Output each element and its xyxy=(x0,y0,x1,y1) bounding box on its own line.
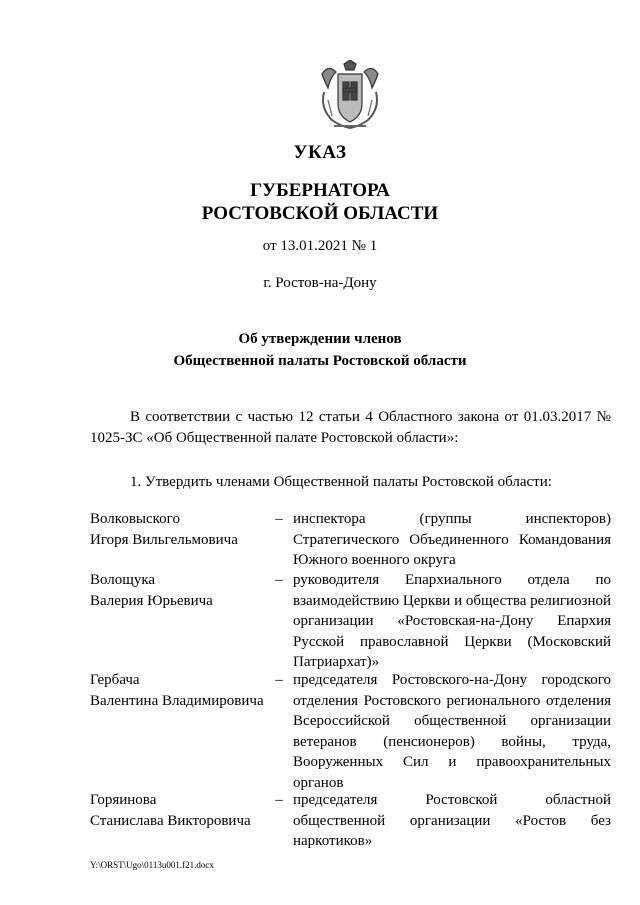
item-1-paragraph: 1. Утвердить членами Общественной палаты Ростовской области: xyxy=(130,474,552,490)
coat-of-arms-icon xyxy=(314,60,386,132)
member-surname: Гербача xyxy=(90,672,140,688)
member-surname: Волощука xyxy=(90,572,156,588)
member-name xyxy=(90,790,270,831)
subject-line2: Общественной палаты Ростовской области xyxy=(173,353,467,369)
member-surname: Горяинова xyxy=(90,792,157,808)
member-name xyxy=(90,670,270,711)
member-position: председателя Ростовского-на-Дону городского отделения Ростовского регионального отделения Всероссийской общественной организации ветеранов (пенсионеров) войны, труда, Вооруженных Сил и правоохранительных органов xyxy=(293,672,611,791)
member-position: председателя Ростовской областной общественной организации «Ростов без наркотиков» xyxy=(293,792,611,849)
dash: – xyxy=(275,572,283,588)
dash: – xyxy=(275,792,283,808)
issuer-title-line1: ГУБЕРНАТОРА xyxy=(250,180,390,201)
member-position: инспектора (группы инспекторов) Стратегического Объединенного Командования Южного военного округа xyxy=(293,511,611,568)
issuer-title-line2: РОСТОВСКОЙ ОБЛАСТИ xyxy=(201,203,439,224)
document-date: от 13.01.2021 № 1 xyxy=(262,238,378,254)
file-path-footer: Y:\ORST\Ugo\0113u001.f21.docx xyxy=(90,860,214,870)
dash: – xyxy=(275,672,283,688)
preamble-paragraph: В соответствии с частью 12 статьи 4 Областного закона от 01.03.2017 № 1025-ЗС «Об Общественной палате Ростовской области»: xyxy=(90,409,611,446)
subject-line1: Об утверждении членов xyxy=(238,331,402,347)
member-given-names: Станислава Викторовича xyxy=(90,812,251,829)
member-given-names: Игоря Вильгельмовича xyxy=(90,531,238,548)
member-given-names: Валентина Владимировича xyxy=(90,692,264,709)
member-name xyxy=(90,570,270,611)
document-city: г. Ростов-на-Дону xyxy=(263,275,377,291)
dash: – xyxy=(275,511,283,527)
member-given-names: Валерия Юрьевича xyxy=(90,592,213,609)
document-type-title: УКАЗ xyxy=(293,142,347,163)
member-name xyxy=(90,509,270,550)
member-surname: Волковыского xyxy=(90,511,180,527)
member-position: руководителя Епархиального отдела по взаимодействию Церкви и общества религиозной организации «Ростовская-на-Дону Епархия Русской православной Церкви (Московский Патриархат)» xyxy=(293,572,611,670)
